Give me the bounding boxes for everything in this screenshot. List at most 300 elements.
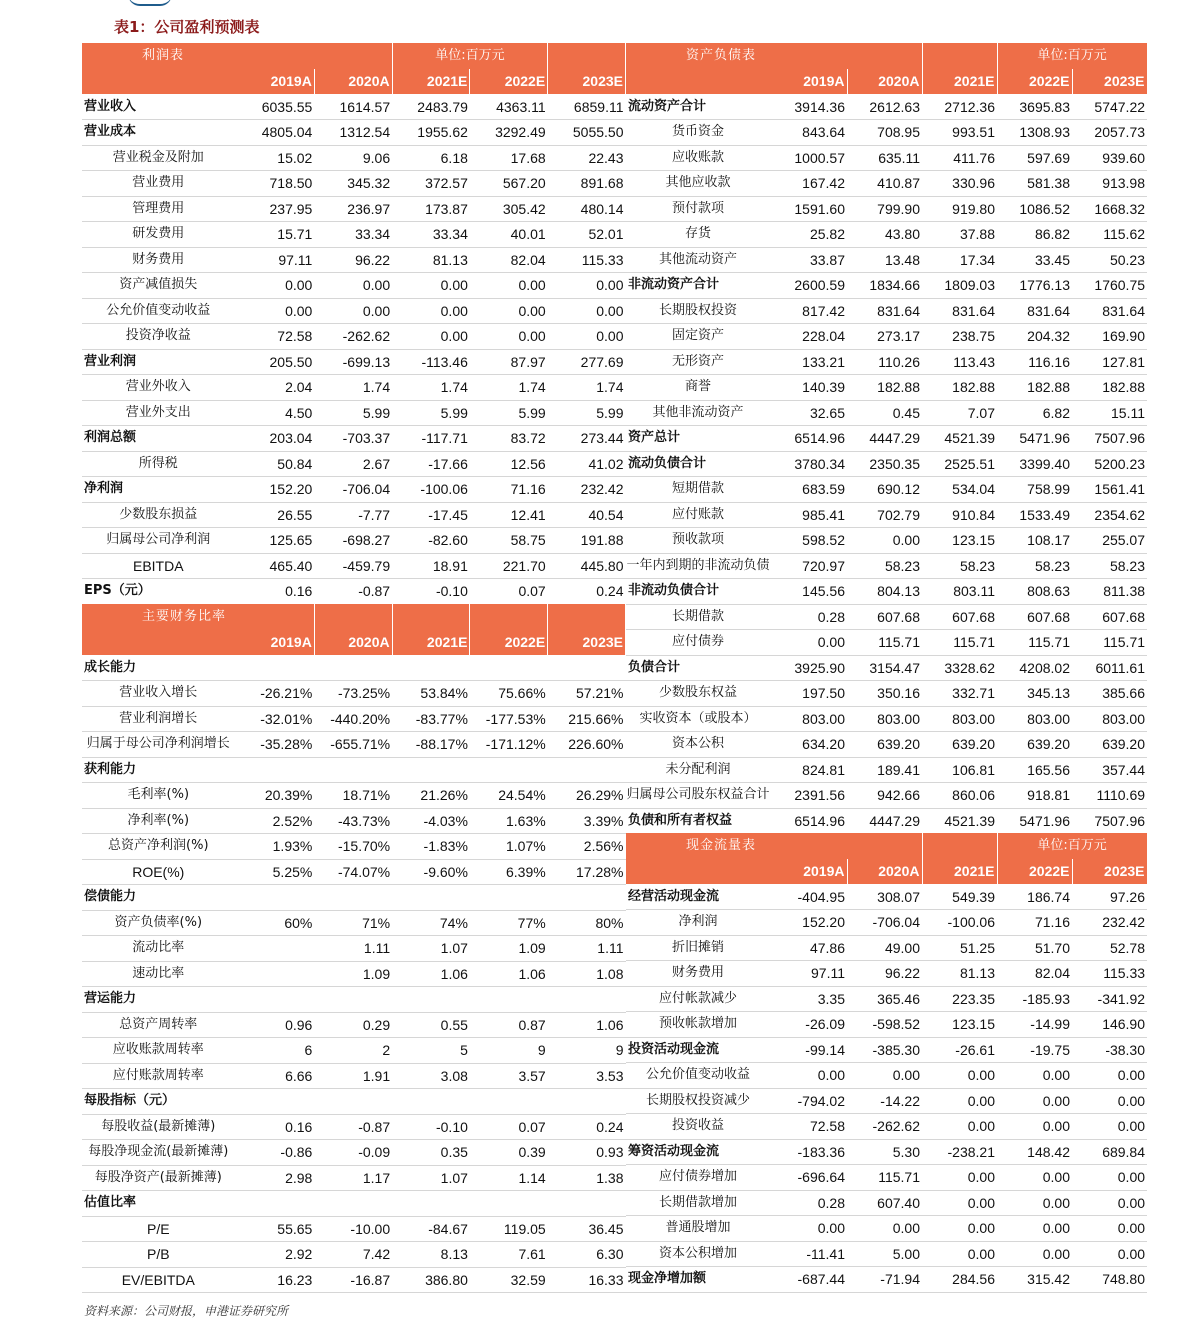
financial-ratio-cell-2020a: -0.87: [314, 1114, 392, 1140]
cash-flow-row: [626, 1216, 1147, 1242]
balance-sheet-cell-2022e: 58.23: [997, 553, 1072, 579]
balance-sheet-cell-2020a: 2612.63: [847, 94, 922, 120]
cash-flow-cell-2023e: -38.30: [1072, 1037, 1147, 1063]
financial-ratio-cell-2022e: 0.07: [470, 1114, 548, 1140]
cash-flow-cell-2019a: 3.35: [772, 986, 847, 1012]
financial-ratio-cell-2022e: [470, 1191, 548, 1217]
income-statement-cell-2023e: 891.68: [548, 171, 626, 197]
income-statement-cell-2021e: 18.91: [392, 553, 470, 579]
income-statement-cell-2022e: 0.00: [470, 273, 548, 299]
balance-sheet-row: [626, 349, 1147, 375]
balance-sheet-row-label: 少数股东权益: [626, 681, 772, 707]
financial-ratio-row: [82, 1267, 626, 1293]
cash-flow-cell-2022e: 0.00: [997, 1063, 1072, 1089]
balance-sheet-row-label: 应收账款: [626, 145, 772, 171]
balance-sheet-cell-2022e: 6.82: [997, 400, 1072, 426]
financial-ratio-cell-2022e: 32.59: [470, 1267, 548, 1293]
cash-flow-cell-2021e: -26.61: [922, 1037, 997, 1063]
balance-sheet-cell-2021e: 58.23: [922, 553, 997, 579]
balance-sheet-cell-2020a: 273.17: [847, 324, 922, 350]
balance-sheet-cell-2022e: 116.16: [997, 349, 1072, 375]
cash-flow-cell-2019a: -11.41: [772, 1241, 847, 1267]
income-statement-row: [82, 196, 626, 222]
balance-sheet-cell-2023e: 6011.61: [1072, 655, 1147, 681]
financial-ratio-cell-2021e: 8.13: [392, 1242, 470, 1268]
balance-sheet-cell-2019a: 3925.90: [772, 655, 847, 681]
income-statement-cell-2019a: 237.95: [237, 196, 315, 222]
income-statement-cell-2020a: -698.27: [314, 528, 392, 554]
income-statement-cell-2022e: 71.16: [470, 477, 548, 503]
balance-sheet-cell-2019a: 32.65: [772, 400, 847, 426]
financial-ratio-cell-2021e: 5: [392, 1038, 470, 1064]
balance-sheet-cell-2019a: 803.00: [772, 706, 847, 732]
balance-sheet-cell-2019a: 0.28: [772, 604, 847, 630]
cash-flow-row: [626, 961, 1147, 987]
balance-sheet-row-label: 归属母公司股东权益合计: [626, 783, 772, 809]
cash-flow-row: [626, 1190, 1147, 1216]
balance-sheet-cell-2022e: 1533.49: [997, 502, 1072, 528]
income-statement-row-label: 管理费用: [82, 196, 237, 222]
financial-ratio-row-label: 营业收入增长: [82, 681, 237, 707]
balance-sheet-cell-2021e: 1809.03: [922, 273, 997, 299]
balance-sheet-cell-2022e: 33.45: [997, 247, 1072, 273]
cash-flow-cell-2021e: 549.39: [922, 884, 997, 910]
cash-flow-cell-2022e: -14.99: [997, 1012, 1072, 1038]
balance-sheet-cell-2021e: 2712.36: [922, 94, 997, 120]
balance-sheet-section-header: [626, 43, 1147, 69]
cash-flow-row-label: 应付帐款减少: [626, 986, 772, 1012]
financial-ratio-cell-2023e: 1.38: [548, 1165, 626, 1191]
financial-ratio-cell-2019a: 0.16: [237, 1114, 315, 1140]
balance-sheet-cell-2023e: 939.60: [1072, 145, 1147, 171]
income-statement-cell-2019a: 4805.04: [237, 120, 315, 146]
income-statement-year-1: 2020A: [314, 69, 392, 95]
financial-ratio-cell-2020a: -15.70%: [314, 834, 392, 860]
balance-sheet-cell-2019a: 824.81: [772, 757, 847, 783]
cash-flow-row-label: 资本公积增加: [626, 1241, 772, 1267]
balance-sheet-cell-2021e: 238.75: [922, 324, 997, 350]
financial-ratio-cell-2019a: [237, 1089, 315, 1115]
cash-flow-cell-2023e: -341.92: [1072, 986, 1147, 1012]
cash-flow-cell-2020a: 5.00: [847, 1241, 922, 1267]
income-statement-cell-2019a: 2.04: [237, 375, 315, 401]
income-statement-cell-2023e: 6859.11: [548, 94, 626, 120]
income-statement-cell-2023e: 191.88: [548, 528, 626, 554]
balance-sheet-cell-2022e: 115.71: [997, 630, 1072, 656]
balance-sheet-row-label: 负债合计: [626, 655, 772, 681]
balance-sheet-row: [626, 706, 1147, 732]
balance-sheet-cell-2021e: 182.88: [922, 375, 997, 401]
cash-flow-cell-2019a: -696.64: [772, 1165, 847, 1191]
balance-sheet-cell-2022e: 1308.93: [997, 120, 1072, 146]
cash-flow-cell-2020a: 0.00: [847, 1216, 922, 1242]
balance-sheet-cell-2023e: 169.90: [1072, 324, 1147, 350]
cash-flow-year-3: 2022E: [997, 859, 1072, 885]
financial-ratio-cell-2022e: 119.05: [470, 1216, 548, 1242]
financial-ratio-cell-2022e: -177.53%: [470, 706, 548, 732]
cash-flow-cell-2019a: -26.09: [772, 1012, 847, 1038]
financial-ratio-row-label: 每股指标（元）: [82, 1089, 237, 1115]
cash-flow-cell-2020a: 96.22: [847, 961, 922, 987]
income-statement-row: [82, 247, 626, 273]
financial-ratio-row: [82, 1089, 626, 1115]
cash-flow-cell-2019a: -99.14: [772, 1037, 847, 1063]
balance-sheet-cell-2022e: 831.64: [997, 298, 1072, 324]
income-statement-cell-2020a: 1.74: [314, 375, 392, 401]
financial-ratio-header-spacer: [392, 604, 470, 630]
financial-ratio-row-label: 净利率(%): [82, 808, 237, 834]
balance-sheet-cell-2020a: 803.00: [847, 706, 922, 732]
financial-ratio-header-spacer: [470, 604, 548, 630]
financial-ratio-cell-2023e: 57.21%: [548, 681, 626, 707]
balance-sheet-cell-2023e: 50.23: [1072, 247, 1147, 273]
cash-flow-row-label: 净利润: [626, 910, 772, 936]
financial-ratio-cell-2019a: 6.66: [237, 1063, 315, 1089]
income-statement-row: [82, 171, 626, 197]
balance-sheet-row-label: 应付账款: [626, 502, 772, 528]
cash-flow-section-header: [626, 833, 1147, 859]
income-statement-cell-2023e: 273.44: [548, 426, 626, 452]
financial-ratio-cell-2019a: 1.93%: [237, 834, 315, 860]
financial-ratio-cell-2019a: -0.86: [237, 1140, 315, 1166]
financial-ratio-cell-2023e: 2.56%: [548, 834, 626, 860]
income-statement-cell-2021e: 5.99: [392, 400, 470, 426]
cash-flow-year-header: [626, 859, 1147, 885]
balance-sheet-cell-2022e: 108.17: [997, 528, 1072, 554]
balance-sheet-cell-2022e: 4208.02: [997, 655, 1072, 681]
income-statement-cell-2021e: 1.74: [392, 375, 470, 401]
cash-flow-cell-2020a: 0.00: [847, 1063, 922, 1089]
cash-flow-year-0: 2019A: [772, 859, 847, 885]
financial-ratio-cell-2022e: 24.54%: [470, 783, 548, 809]
balance-sheet-row: [626, 400, 1147, 426]
financial-ratio-row: [82, 681, 626, 707]
source-note: 资料来源：公司财报，申港证券研究所: [84, 1304, 289, 1318]
financial-ratio-cell-2019a: [237, 655, 315, 681]
cash-flow-cell-2021e: -238.21: [922, 1139, 997, 1165]
financial-ratio-cell-2021e: -0.10: [392, 1114, 470, 1140]
cash-flow-year-1: 2020A: [847, 859, 922, 885]
balance-sheet-cell-2023e: 1668.32: [1072, 196, 1147, 222]
financial-ratio-cell-2021e: -84.67: [392, 1216, 470, 1242]
financial-ratio-cell-2023e: [548, 757, 626, 783]
financial-ratio-cell-2021e: [392, 655, 470, 681]
balance-sheet-row-label: 预收款项: [626, 528, 772, 554]
cash-flow-cell-2022e: 0.00: [997, 1241, 1072, 1267]
income-statement-cell-2019a: 465.40: [237, 553, 315, 579]
income-statement-cell-2023e: 5055.50: [548, 120, 626, 146]
financial-ratio-cell-2021e: 53.84%: [392, 681, 470, 707]
financial-ratio-row: [82, 808, 626, 834]
cash-flow-row: [626, 1267, 1147, 1293]
balance-sheet-cell-2020a: 635.11: [847, 145, 922, 171]
income-statement-cell-2022e: 83.72: [470, 426, 548, 452]
income-statement-cell-2019a: 0.00: [237, 298, 315, 324]
financial-ratio-cell-2020a: 0.29: [314, 1012, 392, 1038]
balance-sheet-cell-2020a: 639.20: [847, 732, 922, 758]
financial-ratio-cell-2022e: 1.06: [470, 961, 548, 987]
income-statement-cell-2021e: -100.06: [392, 477, 470, 503]
financial-ratio-cell-2021e: [392, 987, 470, 1013]
financial-ratio-cell-2023e: 26.29%: [548, 783, 626, 809]
financial-ratio-cell-2019a: 2.92: [237, 1242, 315, 1268]
income-statement-cell-2022e: 0.00: [470, 298, 548, 324]
income-statement-cell-2021e: 81.13: [392, 247, 470, 273]
financial-ratio-cell-2023e: 1.11: [548, 936, 626, 962]
income-statement-cell-2023e: 0.00: [548, 324, 626, 350]
cash-flow-year-header-label: [626, 859, 772, 885]
income-statement-cell-2022e: 82.04: [470, 247, 548, 273]
cash-flow-cell-2020a: 5.30: [847, 1139, 922, 1165]
financial-ratio-cell-2019a: -35.28%: [237, 732, 315, 758]
balance-sheet-cell-2020a: 942.66: [847, 783, 922, 809]
balance-sheet-cell-2020a: 0.00: [847, 528, 922, 554]
financial-ratio-row-label: 归属于母公司净利润增长: [82, 732, 237, 758]
balance-sheet-row: [626, 502, 1147, 528]
balance-sheet-cell-2020a: 702.79: [847, 502, 922, 528]
income-statement-cell-2022e: 58.75: [470, 528, 548, 554]
cash-flow-row-label: 财务费用: [626, 961, 772, 987]
balance-sheet-cell-2019a: 634.20: [772, 732, 847, 758]
balance-sheet-cell-2021e: 639.20: [922, 732, 997, 758]
balance-sheet-row: [626, 196, 1147, 222]
financial-ratio-cell-2020a: 7.42: [314, 1242, 392, 1268]
income-statement-cell-2020a: 9.06: [314, 145, 392, 171]
balance-sheet-cell-2023e: 357.44: [1072, 757, 1147, 783]
financial-ratio-cell-2019a: 55.65: [237, 1216, 315, 1242]
financial-ratio-cell-2020a: [314, 987, 392, 1013]
income-statement-cell-2019a: 50.84: [237, 451, 315, 477]
balance-sheet-cell-2019a: 6514.96: [772, 426, 847, 452]
financial-ratio-row-label: 每股净资产(最新摊薄): [82, 1165, 237, 1191]
financial-ratio-cell-2019a: [237, 987, 315, 1013]
balance-sheet-cell-2022e: 86.82: [997, 222, 1072, 248]
cash-flow-row: [626, 1139, 1147, 1165]
balance-sheet-cell-2019a: 33.87: [772, 247, 847, 273]
income-statement-header-spacer-end: [548, 43, 626, 69]
financial-ratio-cell-2023e: 3.53: [548, 1063, 626, 1089]
balance-sheet-cell-2022e: 165.56: [997, 757, 1072, 783]
income-statement-year-2: 2021E: [392, 69, 470, 95]
income-statement-cell-2019a: 203.04: [237, 426, 315, 452]
financial-ratio-year-1: 2020A: [314, 630, 392, 656]
cash-flow-cell-2022e: 0.00: [997, 1216, 1072, 1242]
income-statement-row-label: 营业成本: [82, 120, 237, 146]
financial-ratio-year-2: 2021E: [392, 630, 470, 656]
cash-flow-cell-2019a: 47.86: [772, 935, 847, 961]
financial-ratio-cell-2022e: [470, 757, 548, 783]
cash-flow-row: [626, 1063, 1147, 1089]
balance-sheet-row-label: 无形资产: [626, 349, 772, 375]
financial-ratio-cell-2020a: -43.73%: [314, 808, 392, 834]
financial-ratio-row: [82, 834, 626, 860]
cash-flow-row: [626, 910, 1147, 936]
financial-ratio-row: [82, 1165, 626, 1191]
balance-sheet-cell-2020a: 182.88: [847, 375, 922, 401]
financial-ratio-table: [82, 604, 626, 1293]
balance-sheet-cell-2023e: 115.71: [1072, 630, 1147, 656]
balance-sheet-row: [626, 732, 1147, 758]
income-statement-row-label: 少数股东损益: [82, 502, 237, 528]
income-statement-row: [82, 298, 626, 324]
balance-sheet-cell-2021e: 803.00: [922, 706, 997, 732]
balance-sheet-cell-2021e: 3328.62: [922, 655, 997, 681]
income-statement-cell-2023e: 480.14: [548, 196, 626, 222]
income-statement-year-header: [82, 69, 626, 95]
cash-flow-cell-2022e: 0.00: [997, 1165, 1072, 1191]
cash-flow-row-label: 经营活动现金流: [626, 884, 772, 910]
financial-ratio-cell-2020a: [314, 1191, 392, 1217]
balance-sheet-cell-2021e: 7.07: [922, 400, 997, 426]
income-statement-row: [82, 400, 626, 426]
cash-flow-row-label: 投资收益: [626, 1114, 772, 1140]
cash-flow-cell-2019a: -183.36: [772, 1139, 847, 1165]
balance-sheet-cell-2020a: 708.95: [847, 120, 922, 146]
financial-ratio-cell-2023e: 0.93: [548, 1140, 626, 1166]
cash-flow-row-label: 长期借款增加: [626, 1190, 772, 1216]
cash-flow-cell-2023e: 115.33: [1072, 961, 1147, 987]
balance-sheet-row: [626, 681, 1147, 707]
balance-sheet-cell-2023e: 2354.62: [1072, 502, 1147, 528]
balance-sheet-cell-2020a: 110.26: [847, 349, 922, 375]
income-statement-cell-2022e: 305.42: [470, 196, 548, 222]
cash-flow-cell-2020a: 607.40: [847, 1190, 922, 1216]
cash-flow-cell-2021e: 123.15: [922, 1012, 997, 1038]
financial-ratio-cell-2019a: 5.25%: [237, 859, 315, 885]
income-statement-row: [82, 553, 626, 579]
balance-sheet-cell-2020a: 189.41: [847, 757, 922, 783]
financial-ratio-row-label: 每股收益(最新摊薄): [82, 1114, 237, 1140]
balance-sheet-row: [626, 655, 1147, 681]
balance-sheet-cell-2021e: 4521.39: [922, 808, 997, 834]
balance-sheet-cell-2022e: 5471.96: [997, 808, 1072, 834]
balance-sheet-cell-2020a: 0.45: [847, 400, 922, 426]
financial-ratio-cell-2019a: 16.23: [237, 1267, 315, 1293]
financial-ratio-cell-2021e: 386.80: [392, 1267, 470, 1293]
balance-sheet-cell-2019a: 228.04: [772, 324, 847, 350]
income-statement-cell-2021e: 1955.62: [392, 120, 470, 146]
income-statement-cell-2020a: 2.67: [314, 451, 392, 477]
financial-ratio-cell-2020a: [314, 757, 392, 783]
financial-ratio-cell-2022e: 77%: [470, 910, 548, 936]
income-statement-row-label: 研发费用: [82, 222, 237, 248]
income-statement-cell-2022e: 0.00: [470, 324, 548, 350]
cash-flow-cell-2021e: 0.00: [922, 1190, 997, 1216]
financial-ratio-cell-2022e: [470, 1089, 548, 1115]
balance-sheet-row: [626, 324, 1147, 350]
balance-sheet-cell-2021e: 332.71: [922, 681, 997, 707]
income-statement-cell-2023e: 1.74: [548, 375, 626, 401]
income-statement-cell-2022e: 567.20: [470, 171, 548, 197]
income-statement-cell-2021e: -113.46: [392, 349, 470, 375]
income-statement-section-title: 利润表: [82, 43, 237, 69]
balance-sheet-cell-2021e: 330.96: [922, 171, 997, 197]
balance-sheet-cell-2023e: 811.38: [1072, 579, 1147, 605]
financial-ratio-row-label: EV/EBITDA: [82, 1267, 237, 1293]
cash-flow-cell-2022e: 315.42: [997, 1267, 1072, 1293]
financial-ratio-cell-2020a: [314, 1089, 392, 1115]
financial-ratio-cell-2021e: [392, 1191, 470, 1217]
financial-ratio-cell-2020a: -73.25%: [314, 681, 392, 707]
income-statement-cell-2020a: 345.32: [314, 171, 392, 197]
income-statement-cell-2021e: 0.00: [392, 324, 470, 350]
financial-ratio-header-spacer: [548, 604, 626, 630]
balance-sheet-cell-2019a: 843.64: [772, 120, 847, 146]
financial-ratio-cell-2019a: 6: [237, 1038, 315, 1064]
balance-sheet-cell-2023e: 182.88: [1072, 375, 1147, 401]
balance-sheet-row-label: 未分配利润: [626, 757, 772, 783]
income-statement-cell-2019a: 205.50: [237, 349, 315, 375]
financial-ratio-cell-2020a: -655.71%: [314, 732, 392, 758]
cash-flow-unit-label: 单位:百万元: [997, 833, 1147, 859]
cash-flow-row-label: 长期股权投资减少: [626, 1088, 772, 1114]
financial-ratio-cell-2021e: 3.08: [392, 1063, 470, 1089]
balance-sheet-row: [626, 783, 1147, 809]
income-statement-row: [82, 349, 626, 375]
balance-sheet-row: [626, 426, 1147, 452]
income-statement-cell-2020a: -0.87: [314, 579, 392, 605]
income-statement-row: [82, 273, 626, 299]
balance-sheet-cell-2023e: 115.62: [1072, 222, 1147, 248]
cash-flow-cell-2020a: 365.46: [847, 986, 922, 1012]
financial-ratio-cell-2023e: [548, 885, 626, 911]
cash-flow-cell-2022e: 71.16: [997, 910, 1072, 936]
cash-flow-cell-2020a: -14.22: [847, 1088, 922, 1114]
cash-flow-row-label: 现金净增加额: [626, 1267, 772, 1293]
balance-sheet-cell-2019a: 3914.36: [772, 94, 847, 120]
income-statement-cell-2021e: -0.10: [392, 579, 470, 605]
income-statement-cell-2023e: 0.00: [548, 273, 626, 299]
financial-ratio-cell-2023e: [548, 655, 626, 681]
cash-flow-year-4: 2023E: [1072, 859, 1147, 885]
income-statement-row-label: 净利润: [82, 477, 237, 503]
income-statement-row-label: 财务费用: [82, 247, 237, 273]
income-statement-cell-2022e: 0.07: [470, 579, 548, 605]
balance-sheet-row-label: 短期借款: [626, 477, 772, 503]
income-statement-cell-2019a: 15.71: [237, 222, 315, 248]
financial-ratio-row-label: 获利能力: [82, 757, 237, 783]
balance-sheet-row: [626, 120, 1147, 146]
financial-ratio-row: [82, 655, 626, 681]
page-title: 表1：公司盈利预测表: [114, 18, 260, 36]
income-statement-row-label: 营业收入: [82, 94, 237, 120]
income-statement-row: [82, 145, 626, 171]
financial-ratio-cell-2022e: 1.07%: [470, 834, 548, 860]
income-statement-row: [82, 324, 626, 350]
balance-sheet-cell-2020a: 831.64: [847, 298, 922, 324]
financial-ratio-year-4: 2023E: [548, 630, 626, 656]
balance-sheet-row: [626, 273, 1147, 299]
balance-sheet-section-title: 资产负债表: [626, 43, 772, 69]
balance-sheet-cell-2019a: 140.39: [772, 375, 847, 401]
balance-sheet-row: [626, 171, 1147, 197]
income-statement-cell-2021e: 33.34: [392, 222, 470, 248]
income-statement-cell-2020a: -706.04: [314, 477, 392, 503]
income-statement-cell-2023e: 40.54: [548, 502, 626, 528]
income-statement-cell-2020a: -703.37: [314, 426, 392, 452]
balance-sheet-row-label: 其他非流动资产: [626, 400, 772, 426]
financial-ratio-row-label: 资产负债率(%): [82, 910, 237, 936]
balance-sheet-row-label: 非流动资产合计: [626, 273, 772, 299]
income-statement-cell-2020a: -7.77: [314, 502, 392, 528]
cash-flow-row: [626, 884, 1147, 910]
income-statement-row: [82, 579, 626, 605]
cash-flow-cell-2019a: -794.02: [772, 1088, 847, 1114]
income-statement-cell-2020a: 33.34: [314, 222, 392, 248]
financial-ratio-cell-2023e: 3.39%: [548, 808, 626, 834]
income-statement-cell-2019a: 718.50: [237, 171, 315, 197]
income-statement-row-label: 投资净收益: [82, 324, 237, 350]
